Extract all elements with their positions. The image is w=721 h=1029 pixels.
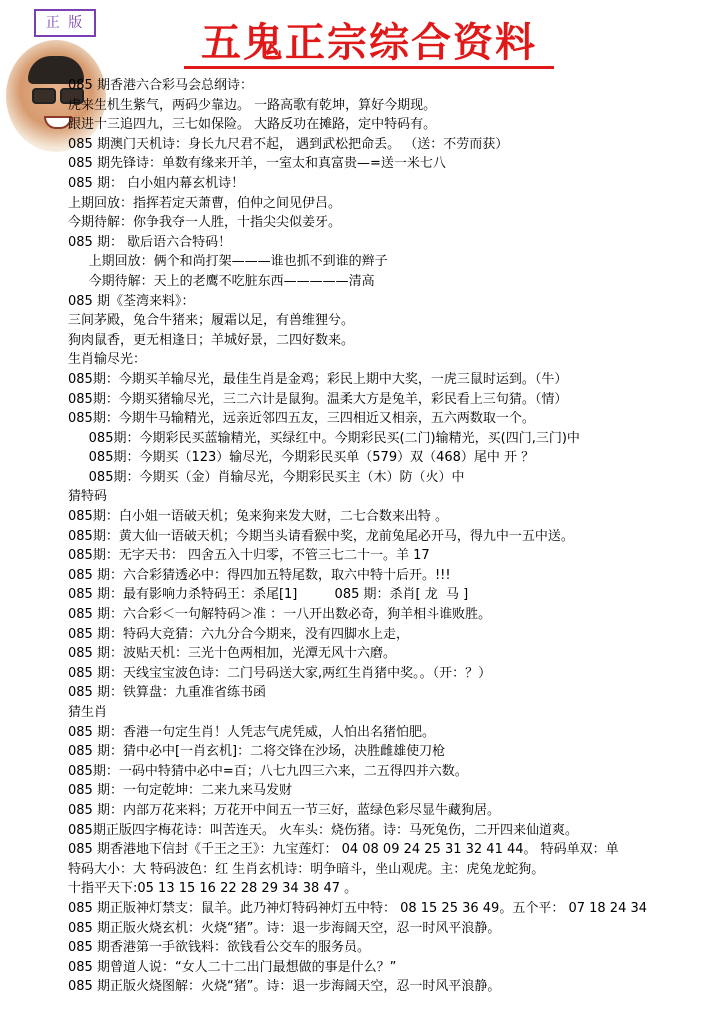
text-line: 085期：今期彩民买蓝输精光，买绿红中。今期彩民买(二门)输精光，买(四门,三门)中 — [68, 430, 580, 446]
text-line: 猜特码 — [68, 489, 108, 505]
text-line: 085 期：一句定乾坤：二来九来马发财 — [68, 783, 292, 799]
text-line: 085 期曾道人说：“女人二十二出门最想做的事是什么？” — [68, 959, 397, 975]
text-line: 085期：今期牛马输精光，远亲近邻四五友，三四相近又相亲，五六两数取一个。 — [68, 411, 535, 427]
text-line: 今期待解：天上的老鹰不吃脏东西—————清高 — [68, 273, 375, 289]
text-line: 085 期： 白小姐内幕玄机诗！ — [68, 175, 245, 191]
text-line: 上期回放：指挥若定天萧曹，伯仲之间见伊吕。 — [68, 195, 342, 211]
text-line: 上期回放：俩个和尚打架———谁也抓不到谁的辫子 — [68, 254, 388, 270]
text-line: 085 期：猜中必中[一肖玄机]：二将交锋在沙场，决胜雌雄使刀枪 — [68, 744, 446, 760]
text-line: 085 期澳门天机诗：身长九尺君不起， 遇到武松把命丢。 （送：不劳而获） — [68, 136, 509, 152]
text-line: 虎来生机生紫气，两码少靠边。 一路高歌有乾坤，算好今期现。 — [68, 97, 437, 113]
text-line: 特码大小：大 特码波色：红 生肖玄机诗：明争暗斗，坐山观虎。主：虎兔龙蛇狗。 — [68, 861, 545, 877]
text-line: 085 期正版火烧玄机：火烧“猪”。诗：退一步海阔天空，忍一时风平浪静。 — [68, 920, 501, 936]
text-line: 085 期：铁算盘：九重准省练书函 — [68, 685, 266, 701]
text-line: 085 期：六合彩＜一句解特码＞准 ：一八开出数必奇，狗羊相斗谁败胜。 — [68, 607, 492, 623]
version-badge: 正 版 — [34, 9, 96, 37]
avatar-glasses-left — [32, 88, 56, 104]
text-line: 085期：无字天书： 四舍五入十归零，不管三七二十一。羊 17 — [68, 548, 430, 564]
text-line: 085 期：最有影响力杀特码王：杀尾[1] 085 期：杀肖[ 龙 马 ] — [68, 587, 469, 603]
text-line: 085期：今期买（123）输尽光，今期彩民买单（579）双（468）尾中 开 ？ — [68, 450, 535, 466]
text-line: 085 期正版神灯禁支：鼠羊。此乃神灯特码神灯五中特： 08 15 25 36 49。五个平： 07 18 24 34 — [68, 900, 648, 916]
text-line: 085期：黄大仙一语破天机；今期当头请看猴中奖，龙前兔尾必开马，得九中一五中送。 — [68, 528, 574, 544]
title-underline — [184, 66, 554, 69]
text-line: 085期：今期买（金）肖输尽光，今期彩民买主（木）防（火）中 — [68, 469, 465, 485]
text-line: 085 期：内部万花来料；万花开中间五一节三好，蓝绿色彩尽显牛藏狗居。 — [68, 802, 500, 818]
text-line: 085 期正版火烧图解：火烧“猪”。诗：退一步海阔天空，忍一时风平浪静。 — [68, 979, 501, 995]
page-title: 五鬼正宗综合资料 — [201, 19, 537, 66]
text-line: 三间茅殿，兔合牛猪来；履霜以足，有兽维狸兮。 — [68, 313, 355, 329]
text-line: 085 期：天线宝宝波色诗：二门号码送大家,两红生肖猪中奖。。（开：？） — [68, 665, 492, 681]
text-line: 085期：今期买羊输尽光，最佳生肖是金鸡；彩民上期中大奖，一虎三鼠时运到。（牛） — [68, 371, 568, 387]
text-line: 085 期香港第一手欲钱料：欲钱看公交车的服务员。 — [68, 940, 370, 956]
text-line: 085 期：香港一句定生肖！人凭志气虎凭威，人怕出名猪怕肥。 — [68, 724, 435, 740]
text-line: 085 期香港六合彩马会总纲诗： — [68, 78, 253, 93]
text-line: 今期待解：你争我夺一人胜，十指尖尖似姜牙。 — [68, 215, 342, 231]
content-body — [68, 76, 718, 997]
text-line: 085 期香港地下信封《千王之王》：九宝莲灯： 04 08 09 24 25 31 32 41 44。 特码单双：单 — [68, 842, 619, 858]
text-line: 085期：一码中特猜中必中=百；八七九四三六来，二五得四并六数。 — [68, 763, 468, 779]
text-line: 猜生肖 — [68, 705, 108, 720]
text-line: 十指平天下:05 13 15 16 22 28 29 34 38 47 。 — [68, 881, 358, 897]
text-line: 085期：白小姐一语破天机；兔来狗来发大财，二七合数来出特 。 — [68, 509, 448, 525]
text-line: 085 期：波贴天机：三光十色两相加，光潭无风十六磨。 — [68, 646, 396, 662]
text-line: 狗肉鼠香，更无相逢日；羊城好景，二四好数来。 — [68, 332, 355, 348]
text-line: 085 期：特码大竞猜：六九分合今期来，没有四脚水上走， — [68, 626, 409, 642]
text-line: 085期：今期买猪输尽光，三二六计是鼠狗。温柔大方是兔羊，彩民看上三句猜。（情） — [68, 391, 568, 407]
text-line: 085 期先锋诗：单数有缘来开羊，一室太和真富贵—=送一米七八 — [68, 156, 446, 172]
text-line: 085 期《荃湾来料》： — [68, 293, 195, 309]
text-line: 085 期：六合彩猜透必中：得四加五特尾数，取六中特十后开。!!! — [68, 567, 451, 583]
text-line: 跟进十三追四九，三七如保险。 大路反功在摊路，定中特码有。 — [68, 117, 437, 133]
text-line: 生肖输尽光： — [68, 352, 147, 368]
text-line: 085 期： 歇后语六合特码！ — [68, 234, 232, 250]
text-line: 085期正版四字梅花诗：叫苦连天。 火车头：烧伤猪。诗：马死兔伤，二开四来仙道爽。 — [68, 822, 578, 838]
